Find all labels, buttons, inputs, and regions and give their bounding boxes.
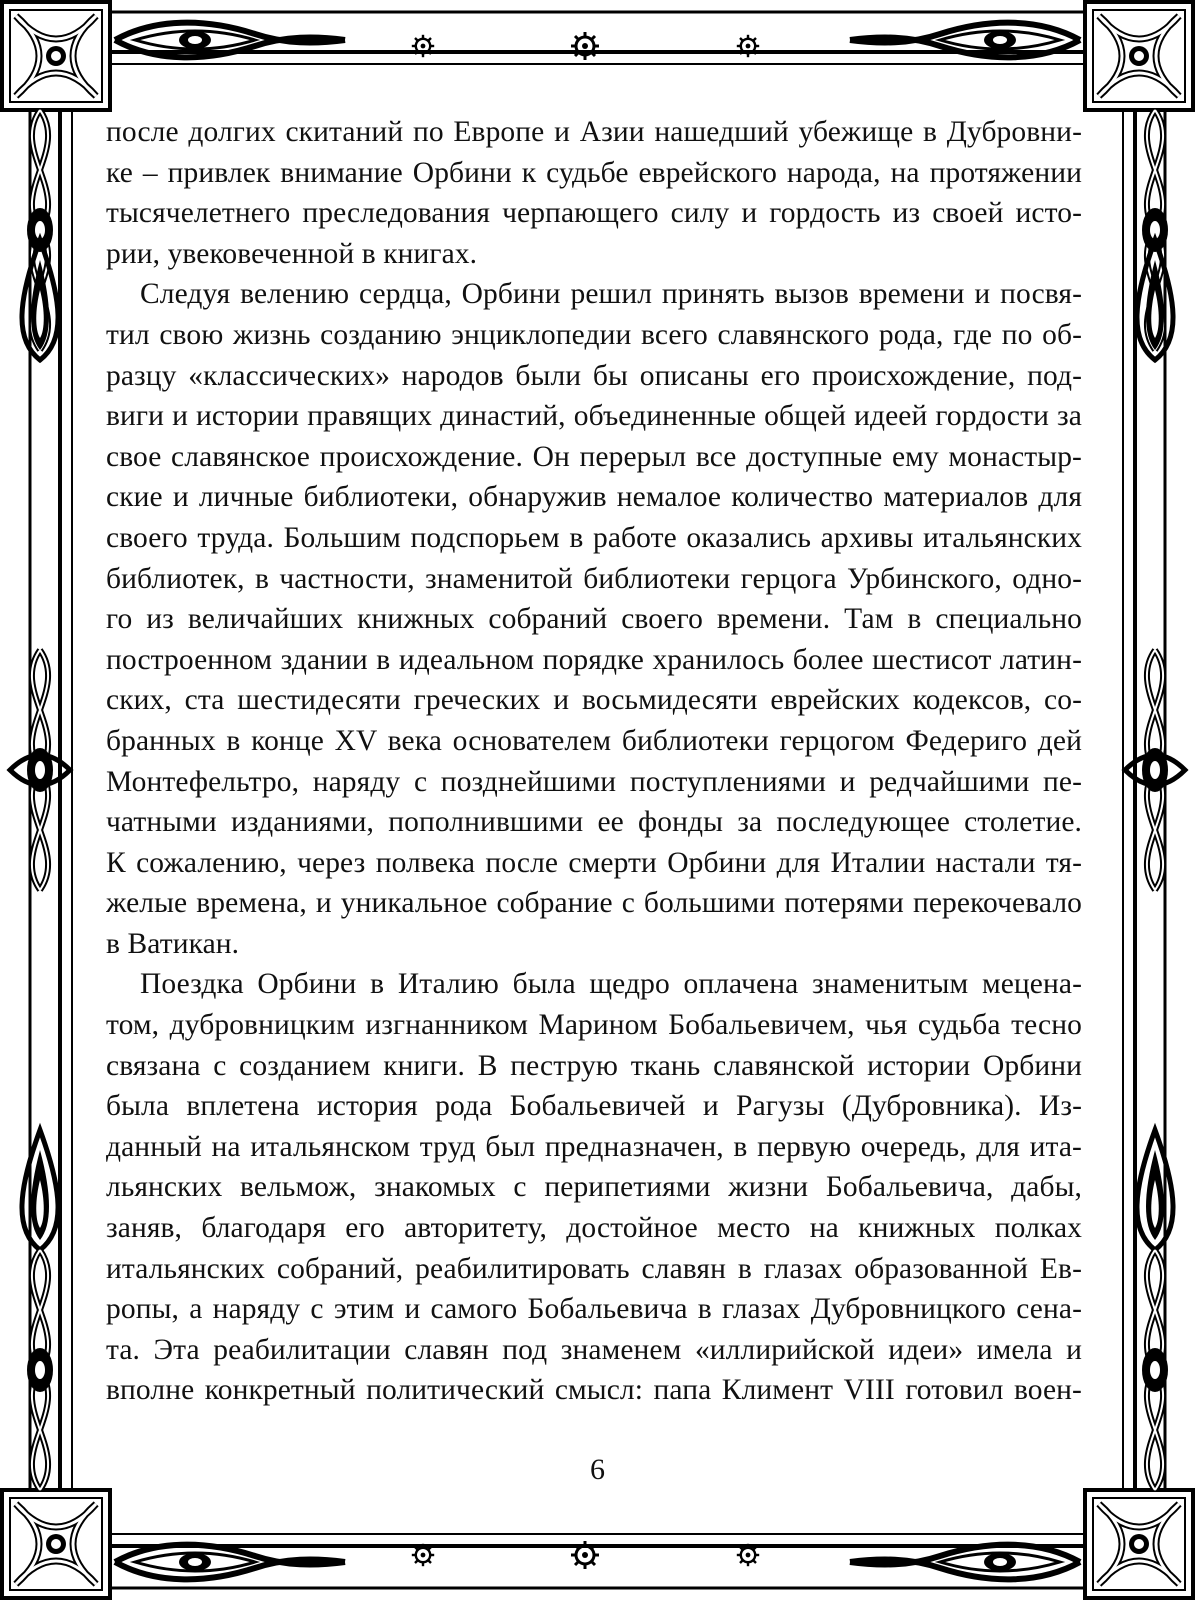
text-line: Монтефельтро, наряду с позднейшими поступлениями и редчайшими пе- <box>106 765 1082 798</box>
text-line: льянских вельмож, знакомых с перипетиями жизни Бобальевича, дабы, <box>106 1171 1082 1204</box>
text-line: тил свою жизнь созданию энциклопедии всего славянского рода, где по об- <box>106 318 1082 351</box>
text-line: го из величайших книжных собраний своего времени. Там в специально <box>106 603 1082 636</box>
text-line: желые времена, и уникальное собрание с большими потерями перекочевало <box>106 887 1082 920</box>
text-line: рии, увековеченной в книгах. <box>106 237 478 270</box>
text-line: ке – привлек внимание Орбини к судьбе еврейского народа, на протяжении <box>106 156 1082 189</box>
text-line: построенном здании в идеальном порядке хранилось более шестисот латин- <box>106 643 1082 676</box>
text-line: была вплетена история рода Бобальевичей и Рагузы (Дубровника). Из- <box>106 1090 1082 1123</box>
text-line: связана с созданием книги. В пеструю ткань славянской истории Орбини <box>106 1049 1082 1082</box>
text-line: та. Эта реабилитации славян под знаменем «иллирийской идеи» имела и <box>106 1333 1082 1366</box>
text-line: данный на итальянском труд был предназначен, в первую очередь, для ита- <box>106 1130 1082 1163</box>
body-text <box>106 112 1082 1411</box>
text-line: Следуя велению сердца, Орбини решил принять вызов времени и посвя- <box>140 278 1082 311</box>
text-line: К сожалению, через полвека после смерти Орбини для Италии настали тя- <box>106 846 1082 879</box>
text-line: виги и истории правящих династий, объединенные общей идеей гордости за <box>106 400 1082 433</box>
text-line: заняв, благодаря его авторитету, достойное место на книжных полках <box>106 1212 1082 1245</box>
text-line: своего труда. Большим подспорьем в работе оказались архивы итальянских <box>106 521 1082 554</box>
text-line: ских, ста шестидесяти греческих и восьмидесяти еврейских кодексов, со- <box>106 684 1082 717</box>
text-line: Поездка Орбини в Италию была щедро оплачена знаменитым мецена- <box>140 968 1082 1001</box>
text-line: итальянских собраний, реабилитировать славян в глазах образованной Ев- <box>106 1252 1082 1285</box>
text-line: вполне конкретный политический смысл: папа Климент VIII готовил воен- <box>106 1374 1082 1407</box>
text-line: после долгих скитаний по Европе и Азии нашедший убежище в Дубровни- <box>106 116 1082 148</box>
text-line: тысячелетнего преследования черпающего силу и гордость из своей исто- <box>106 197 1082 230</box>
text-line: чатными изданиями, пополнившими ее фонды за последующее столетие. <box>106 806 1082 839</box>
text-line: разцу «классических» народов были бы описаны его происхождение, под- <box>106 359 1082 392</box>
text-line: том, дубровницким изгнанником Марином Бобальевичем, чья судьба тесно <box>106 1009 1082 1042</box>
page-number: 6 <box>590 1453 605 1486</box>
text-line: в Ватикан. <box>106 927 240 960</box>
text-line: ские и личные библиотеки, обнаружив немалое количество материалов для <box>106 481 1082 514</box>
text-line: ропы, а наряду с этим и самого Бобальевича в глазах Дубровницкого сена- <box>106 1293 1082 1326</box>
text-line: свое славянское происхождение. Он перерыл все доступные ему монастыр- <box>106 440 1082 473</box>
text-line: библиотек, в частности, знаменитой библиотеки герцога Урбинского, одно- <box>106 562 1082 595</box>
text-line: бранных в конце XV века основателем библиотеки герцогом Федериго дей <box>106 724 1082 757</box>
